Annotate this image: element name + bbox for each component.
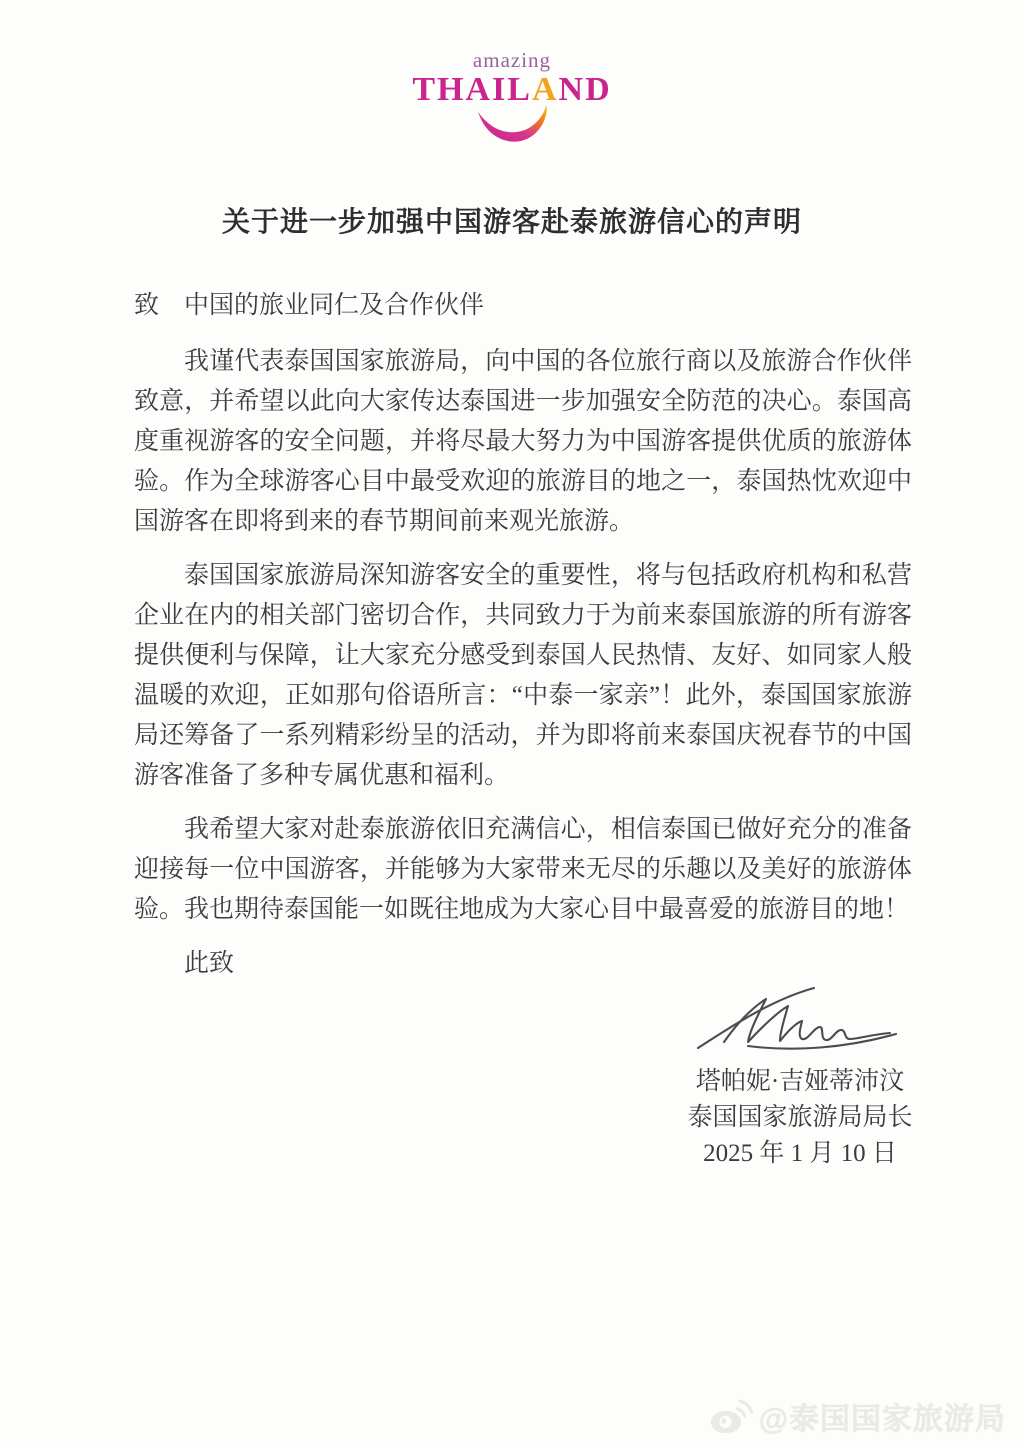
paragraph-2: 泰国国家旅游局深知游客安全的重要性，将与包括政府机构和私营企业在内的相关部门密切合作，共同致力于为前来泰国旅游的所有游客提供便利与保障，让大家充分感受到泰国人民热情、友好、如同家人般温暖的欢迎，正如那句俗语所言：“中泰一家亲”！此外，泰国国家旅游局还筹备了一系列精彩纷呈的活动，并为即将前来泰国庆祝春节的中国游客准备了多种专属优惠和福利。 (134, 562, 912, 789)
logo-tagline: amazing (472, 48, 552, 72)
closing-salute: 此致 (184, 950, 235, 977)
signature-scrawl-image (690, 982, 910, 1064)
logo-brand-prefix: THAIL (412, 71, 532, 108)
amazing-thailand-logo (0, 50, 1024, 146)
letter-body (134, 286, 912, 984)
weibo-icon (711, 1397, 753, 1435)
signer-name: 塔帕妮·吉娅蒂沛汶 (695, 1068, 905, 1095)
salutation: 致 中国的旅业同仁及合作伙伴 (134, 292, 485, 319)
letter-date: 2025 年 1 月 10 日 (703, 1140, 897, 1167)
signature-block (640, 982, 960, 1172)
logo-brand-suffix: ND (558, 71, 612, 108)
logo-brand-text (0, 73, 1024, 107)
weibo-watermark (711, 1394, 1006, 1438)
logo-brand-highlight-letter: A (531, 71, 559, 108)
paragraph-1: 我谨代表泰国国家旅游局，向中国的各位旅行商以及旅游合作伙伴致意，并希望以此向大家传达泰国进一步加强安全防范的决心。泰国高度重视游客的安全问题，并将尽最大努力为中国游客提供优质的旅游体验。作为全球游客心目中最受欢迎的旅游目的地之一，泰国热忱欢迎中国游客在即将到来的春节期间前来观光旅游。 (134, 348, 912, 535)
smile-swoosh-icon (474, 104, 550, 146)
paragraph-3: 我希望大家对赴泰旅游依旧充满信心，相信泰国已做好充分的准备迎接每一位中国游客，并能够为大家带来无尽的乐趣以及美好的旅游体验。我也期待泰国能一如既往地成为大家心目中最喜爱的旅游目的地！ (134, 816, 912, 923)
watermark-text: @泰国国家旅游局 (758, 1403, 1006, 1436)
letter-title: 关于进一步加强中国游客赴泰旅游信心的声明 (221, 207, 802, 238)
signer-title: 泰国国家旅游局局长 (687, 1104, 913, 1131)
